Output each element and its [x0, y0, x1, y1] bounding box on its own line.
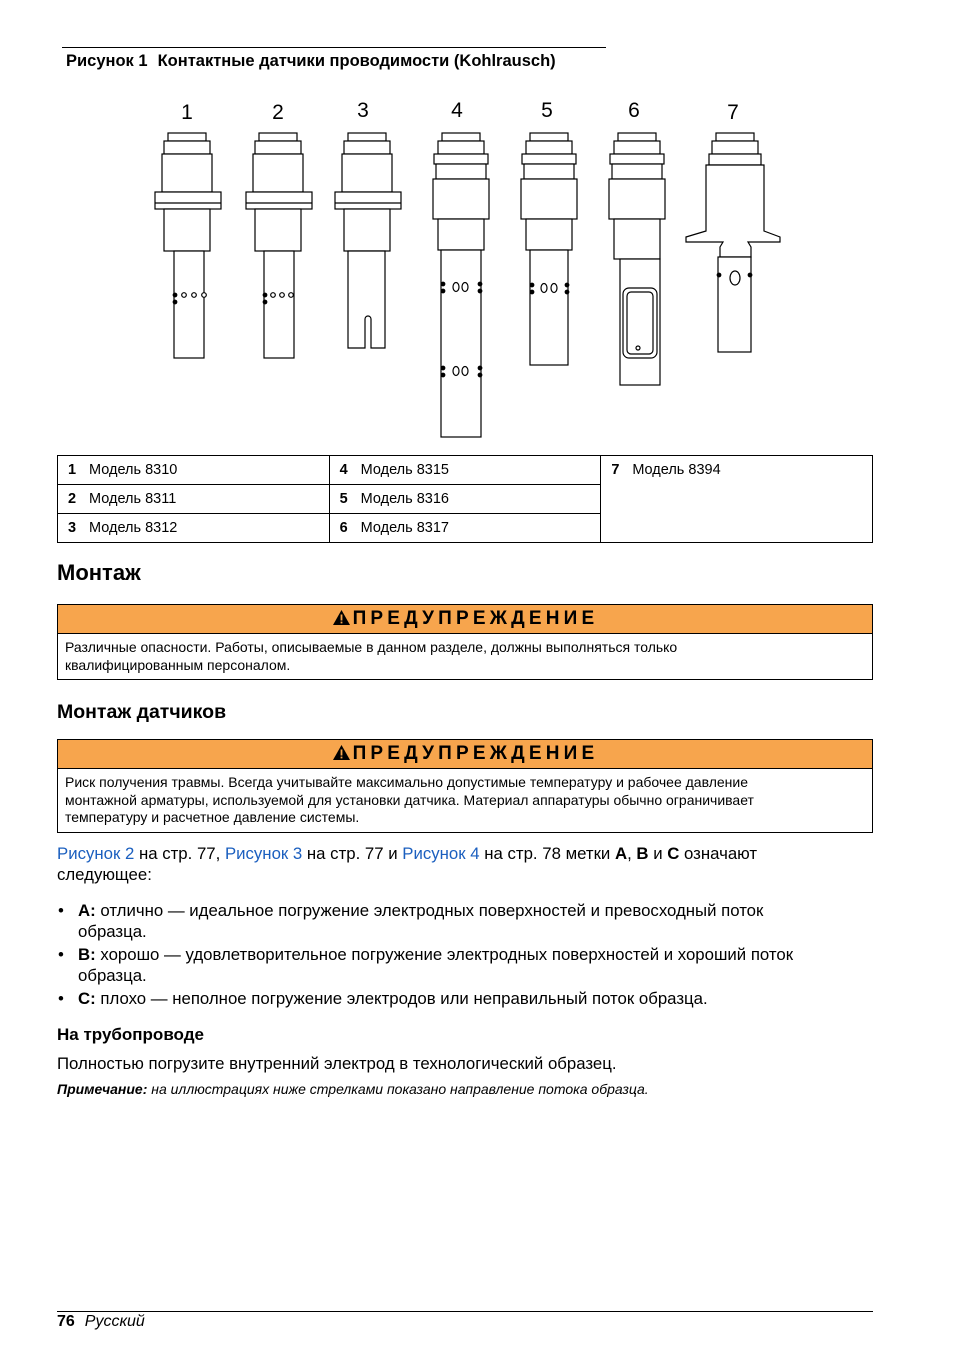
legend-cell-6: 6 Модель 8317	[329, 514, 601, 543]
callout-2: 2	[272, 101, 284, 124]
intro-paragraph: Рисунок 2 на стр. 77, Рисунок 3 на стр. 77 и Рисунок 4 на стр. 78 метки A, B и C означают следующее:	[57, 844, 758, 884]
link-figure-2[interactable]: Рисунок 2	[57, 844, 135, 863]
warning-triangle-icon	[332, 609, 351, 626]
legend-cell-1: 1 Модель 8310	[58, 456, 330, 485]
figure-number: Рисунок 1	[66, 52, 148, 70]
sensor-figure	[150, 95, 790, 445]
footer-rule	[57, 1311, 873, 1312]
link-figure-3[interactable]: Рисунок 3	[224, 844, 303, 863]
pipe-paragraph: Полностью погрузите внутренний электрод в технологический образец.	[57, 1054, 617, 1073]
callout-1: 1	[181, 101, 193, 124]
link-figure-4[interactable]: Рисунок 4	[402, 844, 480, 863]
sensor-6-drawing	[609, 133, 665, 385]
list-item: • B: хорошо — удовлетворительное погружение электродных поверхностей и хороший поток образца.	[57, 944, 873, 986]
callout-3: 3	[357, 99, 369, 122]
figure-title: Контактные датчики проводимости (Kohlrausch)	[157, 52, 556, 70]
legend-cell-4: 4 Модель 8315	[329, 456, 601, 485]
warning-body: Риск получения травмы. Всегда учитывайте максимально допустимые температуру и рабочее давление монтажной арматуры, используемой для установки датчика. Материал аппаратуры обычно ограничивает температуру и расчетное давление системы.	[65, 774, 754, 825]
warning-box-injury	[57, 739, 873, 833]
figure-caption	[66, 52, 556, 71]
pipe-subsection-title: На трубопроводе	[57, 1025, 204, 1044]
subsection-title: Монтаж датчиков	[57, 701, 227, 723]
list-item: • C: плохо — неполное погружение электродов или неправильный поток образца.	[57, 988, 873, 1009]
rating-list	[57, 900, 873, 1011]
callout-6: 6	[628, 99, 640, 122]
warning-triangle-icon	[332, 744, 351, 761]
note: Примечание: на иллюстрациях ниже стрелками показано направление потока образца.	[57, 1081, 649, 1097]
footer	[57, 1313, 145, 1331]
legend-cell-3: 3 Модель 8312	[58, 514, 330, 543]
sensor-5-drawing	[521, 133, 577, 365]
callout-7: 7	[727, 101, 739, 124]
page-number: 76	[57, 1313, 75, 1330]
sensor-3-drawing	[335, 133, 401, 348]
callout-5: 5	[541, 99, 553, 122]
callout-4: 4	[451, 99, 463, 122]
sensor-2-drawing	[246, 133, 312, 358]
warning-header: ПРЕДУПРЕЖДЕНИЕ	[58, 605, 872, 634]
sensor-4-drawing	[433, 133, 489, 437]
sensor-7-drawing	[686, 133, 780, 352]
warning-body: Различные опасности. Работы, описываемые в данном разделе, должны выполняться только квалифицированным персоналом.	[65, 639, 678, 673]
sensor-1-drawing	[155, 133, 221, 358]
legend-cell-7: 7 Модель 8394	[601, 456, 873, 543]
figure-legend-table	[57, 455, 873, 543]
section-title: Монтаж	[57, 560, 141, 585]
warning-header: ПРЕДУПРЕЖДЕНИЕ	[58, 740, 872, 769]
list-item: • A: отлично — идеальное погружение электродных поверхностей и превосходный поток образца.	[57, 900, 873, 942]
legend-cell-5: 5 Модель 8316	[329, 485, 601, 514]
figure-rule	[62, 47, 606, 48]
warning-box-general	[57, 604, 873, 680]
footer-language: Русский	[84, 1313, 145, 1330]
legend-cell-2: 2 Модель 8311	[58, 485, 330, 514]
